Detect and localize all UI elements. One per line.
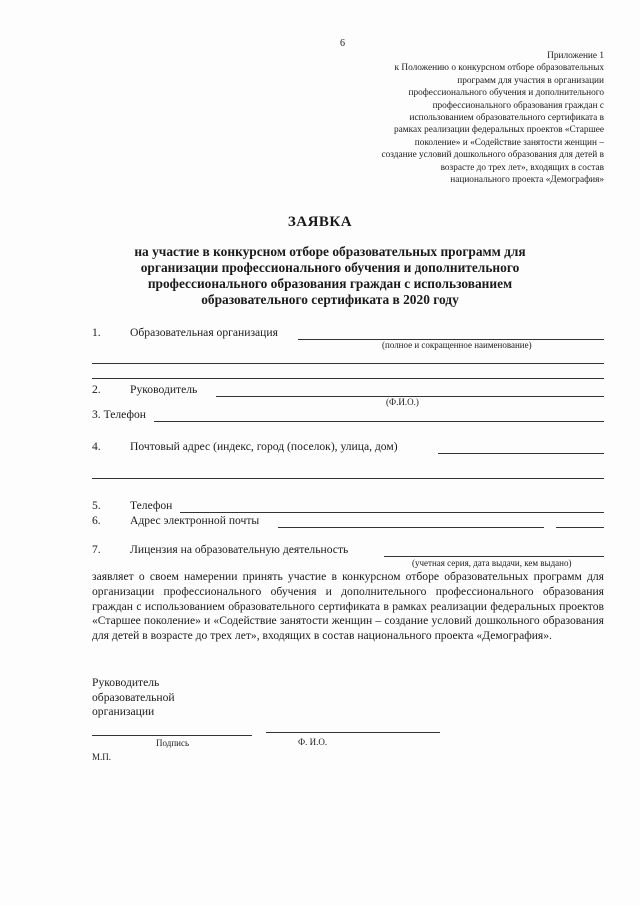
appendix-line: Приложение 1 [547, 51, 604, 61]
subtitle-line: организации профессионального обучения и дополнительного [140, 260, 520, 275]
field-4-label: Почтовый адрес (индекс, город (поселок), улица, дом) [130, 440, 398, 453]
license-field[interactable] [384, 556, 604, 557]
subtitle-line: на участие в конкурсном отборе образовательных программ для [134, 244, 526, 259]
stamp-label: М.П. [92, 752, 112, 762]
appendix-line: использованием образовательного сертификата в [409, 113, 604, 124]
subtitle-line: профессионального образования граждан с использованием [147, 276, 513, 291]
signature-role [92, 676, 175, 720]
email-field[interactable] [278, 527, 544, 528]
field-3-label: 3. Телефон [92, 408, 146, 421]
appendix-line: поколение» и «Содействие занятости женщин – [414, 137, 604, 148]
field-7-hint: (учетная серия, дата выдачи, кем выдано) [412, 558, 572, 568]
field-2-label: Руководитель [130, 383, 198, 396]
field-7-label: Лицензия на образовательную деятельность [130, 543, 349, 556]
email-field-tail[interactable] [556, 527, 604, 528]
field-5-label: Телефон [130, 499, 173, 512]
appendix-line: создание условий дошкольного образования для детей в [381, 150, 604, 161]
appendix-line: профессионального образования граждан с [432, 100, 604, 111]
field-7-number: 7. [92, 543, 101, 556]
appendix-line: программ для участия в организации [457, 75, 604, 86]
appendix-line: к Положению о конкурсном отборе образовательных [394, 63, 604, 74]
signature-field[interactable] [92, 735, 252, 736]
signature-role-line: Руководитель [92, 676, 160, 689]
signature-label: Подпись [156, 738, 190, 748]
subtitle-line: образовательного сертификата в 2020 году [201, 292, 459, 307]
field-2-number: 2. [92, 383, 101, 396]
appendix-line: возрасте до трех лет», входящих в состав [440, 162, 604, 173]
signatory-name-field[interactable] [266, 732, 440, 733]
postal-address-field[interactable] [438, 453, 604, 454]
organization-name-field-line-2[interactable] [92, 363, 604, 364]
phone-field[interactable] [154, 421, 604, 422]
phone-field-2[interactable] [180, 512, 604, 513]
organization-name-field-line-3[interactable] [92, 378, 604, 379]
document-subtitle [80, 244, 580, 308]
appendix-line: профессионального обучения и дополнительного [408, 88, 604, 99]
statement-paragraph: заявляет о своем намерении принять участие в конкурсном отборе образовательных программ для организации профессионального обучения и дополнительного профессионального образования граждан с использованием образовательного сертификата в рамках реализации федеральных проектов «Старшее поколение» и «Содействие занятости женщин – создание условий дошкольного образования для детей в возрасте до трех лет», входящих в состав национального проекта «Демография». [92, 570, 604, 643]
appendix-header [344, 50, 604, 186]
field-6-number: 6. [92, 514, 101, 527]
field-6-label: Адрес электронной почты [130, 514, 260, 527]
signature-role-line: организации [92, 705, 155, 718]
field-2-hint: (Ф.И.О.) [386, 397, 419, 407]
field-1-label: Образовательная организация [130, 326, 278, 339]
signature-role-line: образовательной [92, 690, 175, 704]
field-5-number: 5. [92, 499, 101, 512]
field-1-hint: (полное и сокращенное наименование) [382, 340, 532, 350]
postal-address-field-line-2[interactable] [92, 478, 604, 479]
appendix-line: национального проекта «Демография» [450, 175, 604, 186]
document-title: ЗАЯВКА [287, 214, 353, 230]
appendix-line: рамках реализации федеральных проектов «Старшее [393, 125, 604, 136]
field-1-number: 1. [92, 326, 101, 339]
field-4-number: 4. [92, 440, 101, 453]
signatory-name-label: Ф. И.О. [298, 737, 328, 747]
page-number: 6 [340, 38, 345, 49]
